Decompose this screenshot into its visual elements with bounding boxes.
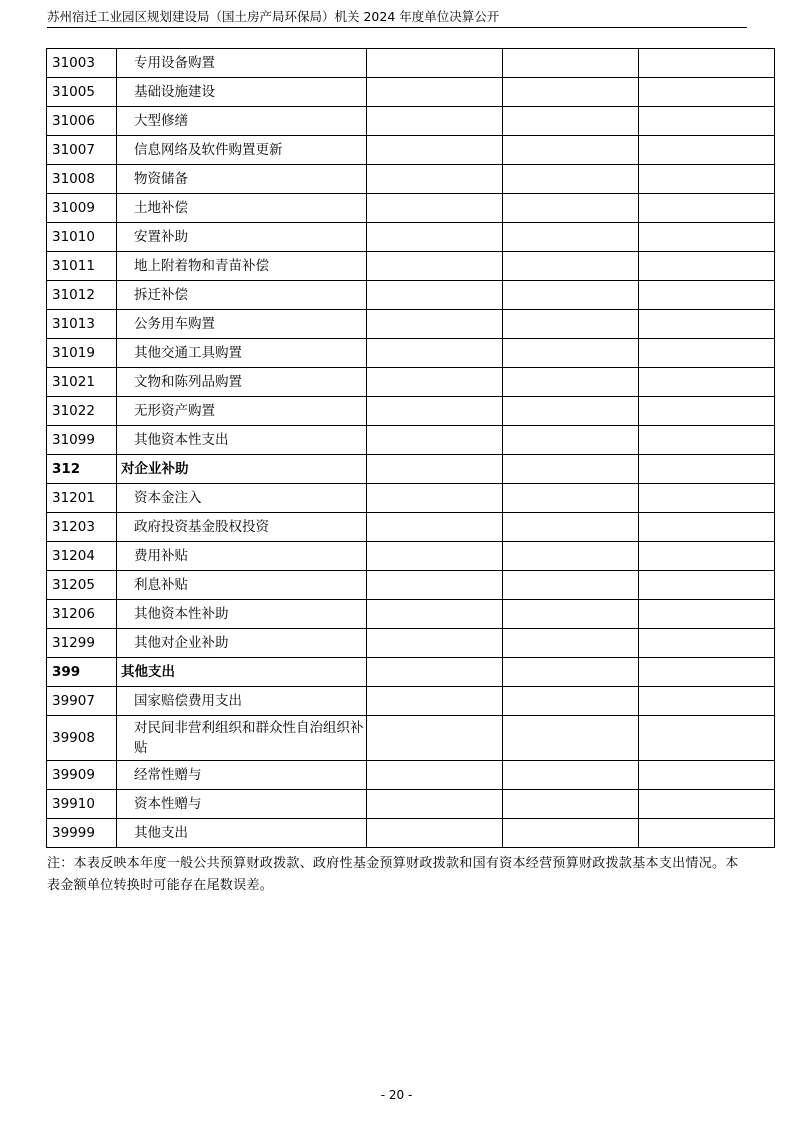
item-name-cell: 费用补贴 <box>117 542 367 571</box>
table-row <box>47 339 775 368</box>
table-row <box>47 790 775 819</box>
table-group-row <box>47 658 775 687</box>
amount-cell <box>639 687 775 716</box>
amount-cell <box>503 542 639 571</box>
item-name-cell: 其他支出 <box>117 819 367 848</box>
amount-cell <box>367 223 503 252</box>
item-name-cell: 对企业补助 <box>117 455 367 484</box>
item-name-cell: 其他交通工具购置 <box>117 339 367 368</box>
amount-cell <box>503 339 639 368</box>
item-name-cell: 安置补助 <box>117 223 367 252</box>
table-row <box>47 761 775 790</box>
item-name-cell: 资本金注入 <box>117 484 367 513</box>
item-name-cell: 无形资产购置 <box>117 397 367 426</box>
amount-cell <box>367 629 503 658</box>
item-name-cell: 其他对企业补助 <box>117 629 367 658</box>
amount-cell <box>639 78 775 107</box>
table-row <box>47 49 775 78</box>
economic-code-cell: 31007 <box>47 136 117 165</box>
economic-code-cell: 31013 <box>47 310 117 339</box>
economic-code-cell: 31206 <box>47 600 117 629</box>
amount-cell <box>639 194 775 223</box>
economic-code-cell: 31012 <box>47 281 117 310</box>
amount-cell <box>639 136 775 165</box>
amount-cell <box>639 455 775 484</box>
amount-cell <box>503 78 639 107</box>
table-row <box>47 542 775 571</box>
amount-cell <box>503 426 639 455</box>
table-row <box>47 368 775 397</box>
amount-cell <box>639 542 775 571</box>
amount-cell <box>503 513 639 542</box>
economic-code-cell: 31021 <box>47 368 117 397</box>
amount-cell <box>639 600 775 629</box>
amount-cell <box>639 426 775 455</box>
budget-table <box>46 48 775 848</box>
amount-cell <box>367 165 503 194</box>
economic-code-cell: 31204 <box>47 542 117 571</box>
item-name-cell: 资本性赠与 <box>117 790 367 819</box>
amount-cell <box>639 165 775 194</box>
table-row <box>47 629 775 658</box>
table-row <box>47 223 775 252</box>
amount-cell <box>367 513 503 542</box>
economic-code-cell: 312 <box>47 455 117 484</box>
amount-cell <box>639 513 775 542</box>
table-row <box>47 78 775 107</box>
amount-cell <box>503 107 639 136</box>
economic-code-cell: 39999 <box>47 819 117 848</box>
item-name-cell: 物资储备 <box>117 165 367 194</box>
economic-code-cell: 31011 <box>47 252 117 281</box>
amount-cell <box>503 716 639 761</box>
item-name-cell: 专用设备购置 <box>117 49 367 78</box>
item-name-cell: 拆迁补偿 <box>117 281 367 310</box>
amount-cell <box>503 310 639 339</box>
economic-code-cell: 31006 <box>47 107 117 136</box>
amount-cell <box>503 49 639 78</box>
item-name-cell: 其他资本性补助 <box>117 600 367 629</box>
amount-cell <box>367 252 503 281</box>
economic-code-cell: 39908 <box>47 716 117 761</box>
economic-code-cell: 31022 <box>47 397 117 426</box>
amount-cell <box>503 397 639 426</box>
item-name-cell: 其他支出 <box>117 658 367 687</box>
amount-cell <box>367 687 503 716</box>
item-name-cell: 政府投资基金股权投资 <box>117 513 367 542</box>
amount-cell <box>639 223 775 252</box>
table-row <box>47 819 775 848</box>
amount-cell <box>503 484 639 513</box>
table-row <box>47 687 775 716</box>
amount-cell <box>639 819 775 848</box>
amount-cell <box>639 484 775 513</box>
amount-cell <box>639 252 775 281</box>
table-row <box>47 107 775 136</box>
amount-cell <box>367 78 503 107</box>
table-row <box>47 484 775 513</box>
amount-cell <box>503 761 639 790</box>
economic-code-cell: 31205 <box>47 571 117 600</box>
amount-cell <box>639 397 775 426</box>
amount-cell <box>639 716 775 761</box>
economic-code-cell: 39910 <box>47 790 117 819</box>
amount-cell <box>503 281 639 310</box>
item-name-cell: 土地补偿 <box>117 194 367 223</box>
economic-code-cell: 31008 <box>47 165 117 194</box>
page-number: - 20 - <box>380 1088 413 1102</box>
amount-cell <box>639 658 775 687</box>
amount-cell <box>367 716 503 761</box>
amount-cell <box>639 571 775 600</box>
table-row <box>47 165 775 194</box>
amount-cell <box>503 629 639 658</box>
amount-cell <box>503 687 639 716</box>
item-name-cell: 地上附着物和青苗补偿 <box>117 252 367 281</box>
item-name-cell: 基础设施建设 <box>117 78 367 107</box>
table-row <box>47 426 775 455</box>
item-name-cell: 国家赔偿费用支出 <box>117 687 367 716</box>
item-name-cell: 公务用车购置 <box>117 310 367 339</box>
amount-cell <box>367 368 503 397</box>
amount-cell <box>503 368 639 397</box>
economic-code-cell: 31201 <box>47 484 117 513</box>
amount-cell <box>367 136 503 165</box>
amount-cell <box>503 223 639 252</box>
amount-cell <box>367 658 503 687</box>
amount-cell <box>503 600 639 629</box>
amount-cell <box>367 426 503 455</box>
amount-cell <box>367 310 503 339</box>
amount-cell <box>367 600 503 629</box>
economic-code-cell: 31003 <box>47 49 117 78</box>
amount-cell <box>639 310 775 339</box>
item-name-cell: 利息补贴 <box>117 571 367 600</box>
amount-cell <box>367 819 503 848</box>
amount-cell <box>639 107 775 136</box>
item-name-cell: 大型修缮 <box>117 107 367 136</box>
amount-cell <box>367 571 503 600</box>
table-group-row <box>47 455 775 484</box>
amount-cell <box>367 484 503 513</box>
economic-code-cell: 31019 <box>47 339 117 368</box>
amount-cell <box>367 455 503 484</box>
economic-code-cell: 31099 <box>47 426 117 455</box>
table-row <box>47 397 775 426</box>
table-body <box>47 49 775 848</box>
amount-cell <box>367 339 503 368</box>
economic-code-cell: 31299 <box>47 629 117 658</box>
amount-cell <box>639 761 775 790</box>
economic-code-cell: 399 <box>47 658 117 687</box>
document-header: 苏州宿迁工业园区规划建设局（国土房产局环保局）机关 2024 年度单位决算公开 <box>47 8 747 28</box>
amount-cell <box>503 658 639 687</box>
amount-cell <box>639 281 775 310</box>
table-row <box>47 310 775 339</box>
item-name-cell: 信息网络及软件购置更新 <box>117 136 367 165</box>
amount-cell <box>503 252 639 281</box>
amount-cell <box>367 49 503 78</box>
amount-cell <box>367 281 503 310</box>
amount-cell <box>639 368 775 397</box>
amount-cell <box>367 761 503 790</box>
amount-cell <box>503 819 639 848</box>
table-row <box>47 513 775 542</box>
amount-cell <box>639 339 775 368</box>
table-row <box>47 136 775 165</box>
table-note: 注：本表反映本年度一般公共预算财政拨款、政府性基金预算财政拨款和国有资本经营预算财政拨款基本支出情况。本表金额单位转换时可能存在尾数误差。 <box>47 856 739 893</box>
amount-cell <box>367 107 503 136</box>
amount-cell <box>639 790 775 819</box>
amount-cell <box>503 136 639 165</box>
item-name-cell: 文物和陈列品购置 <box>117 368 367 397</box>
amount-cell <box>639 49 775 78</box>
table-row <box>47 716 775 761</box>
economic-code-cell: 39909 <box>47 761 117 790</box>
table-row <box>47 571 775 600</box>
table-row <box>47 281 775 310</box>
amount-cell <box>367 790 503 819</box>
economic-code-cell: 31203 <box>47 513 117 542</box>
amount-cell <box>503 571 639 600</box>
table-row <box>47 252 775 281</box>
economic-code-cell: 31009 <box>47 194 117 223</box>
amount-cell <box>367 397 503 426</box>
amount-cell <box>503 165 639 194</box>
amount-cell <box>503 790 639 819</box>
item-name-cell: 对民间非营利组织和群众性自治组织补贴 <box>117 716 367 761</box>
amount-cell <box>639 629 775 658</box>
amount-cell <box>503 194 639 223</box>
item-name-cell: 其他资本性支出 <box>117 426 367 455</box>
economic-code-cell: 39907 <box>47 687 117 716</box>
amount-cell <box>367 194 503 223</box>
amount-cell <box>503 455 639 484</box>
amount-cell <box>367 542 503 571</box>
table-row <box>47 194 775 223</box>
economic-code-cell: 31005 <box>47 78 117 107</box>
item-name-cell: 经常性赠与 <box>117 761 367 790</box>
economic-code-cell: 31010 <box>47 223 117 252</box>
table-row <box>47 600 775 629</box>
